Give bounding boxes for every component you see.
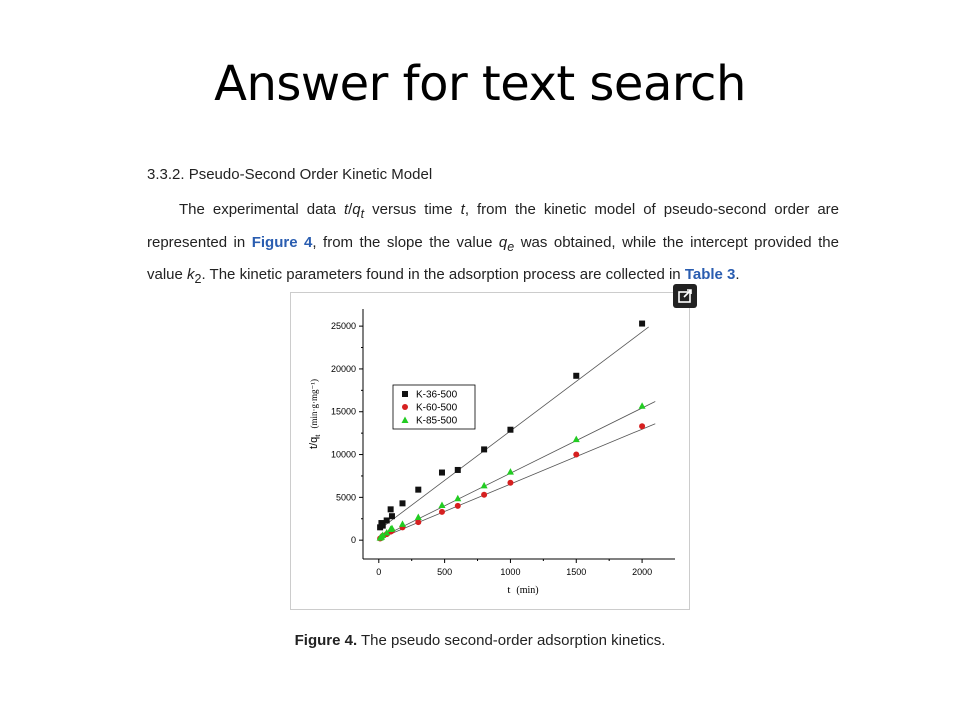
data-point-k-36-500 [415,487,421,493]
var-k: k [187,266,195,283]
section-heading: 3.3.2. Pseudo-Second Order Kinetic Model [147,166,433,183]
legend-marker-k-60-500 [402,404,408,410]
var-t: t [343,201,349,218]
caption-label: Figure 4. [294,632,358,649]
x-label-unit: (min) [516,585,539,596]
x-tick-label: 2000 [632,567,653,577]
data-point-k-36-500 [389,513,395,519]
data-point-k-36-500 [573,373,579,379]
data-point-k-36-500 [388,506,394,512]
legend-label: K-36-500 [416,389,458,401]
data-point-k-36-500 [455,467,461,473]
data-point-k-85-500 [415,514,422,521]
y-tick-label: 10000 [330,449,356,460]
legend-label: K-85-500 [416,415,458,427]
para-text: . [735,266,740,283]
data-point-k-36-500 [439,470,445,476]
y-tick-label: 15000 [330,406,356,417]
x-tick-label: 0 [376,567,382,577]
figure-caption [0,632,960,649]
data-point-k-60-500 [639,423,645,429]
data-point-k-60-500 [455,503,461,509]
data-point-k-36-500 [384,517,390,523]
para-text: versus time [364,201,461,218]
data-point-k-60-500 [481,492,487,498]
x-axis-label [507,584,538,596]
legend-marker-k-36-500 [402,391,408,397]
para-slash: / [348,201,353,218]
data-point-k-85-500 [507,468,514,475]
figure-4-link[interactable]: Figure 4 [251,233,313,251]
y-tick-label: 25000 [330,321,356,332]
data-point-k-85-500 [399,520,406,527]
para-text: , from the kinetic model of pseudo-second order are represented in [147,201,840,251]
data-point-k-36-500 [380,523,386,529]
x-tick-label: 1500 [566,567,587,577]
data-point-k-60-500 [507,480,513,486]
y-label-main: t/q [308,436,320,449]
data-point-k-60-500 [573,452,579,458]
data-point-k-60-500 [439,509,445,515]
y-tick-label: 5000 [335,492,356,503]
para-text: was obtained, while the intercept provided the value [147,233,839,283]
y-tick-label: 20000 [330,363,356,374]
data-point-k-36-500 [481,446,487,452]
y-label-unit: (min·g·mg⁻¹) [309,379,319,429]
sub-t: t [360,207,365,221]
x-tick-label: 1000 [500,567,521,577]
data-point-k-85-500 [438,502,445,509]
y-label-sub: t [313,434,322,437]
expand-figure-button[interactable] [673,284,697,308]
sub-2: 2 [194,272,202,286]
para-text: The experimental data [179,201,344,218]
data-point-k-36-500 [507,427,513,433]
caption-text: The pseudo second-order adsorption kinetics. [357,632,666,649]
y-tick-label: 0 [350,535,356,546]
para-text: . The kinetic parameters found in the adsorption process are collected in [201,266,685,283]
body-paragraph [147,196,839,294]
para-text: , from the slope the value [312,233,499,251]
x-tick-label: 500 [437,567,453,577]
legend-label: K-60-500 [416,402,458,414]
table-3-link[interactable]: Table 3 [684,266,736,283]
external-link-icon [673,284,697,308]
figure-image[interactable] [290,292,690,610]
data-point-k-36-500 [399,500,405,506]
data-point-k-85-500 [573,436,580,443]
slide-title: Answer for text search [214,56,746,112]
data-point-k-85-500 [639,402,646,409]
var-q: q [352,201,361,218]
sub-e: e [507,239,515,254]
x-label-main: t [507,584,511,596]
var-t: t [460,201,465,218]
var-q: q [498,233,508,251]
kinetics-chart [291,293,689,609]
data-point-k-36-500 [639,321,645,327]
data-point-k-60-500 [415,519,421,525]
y-axis-label [308,379,322,449]
